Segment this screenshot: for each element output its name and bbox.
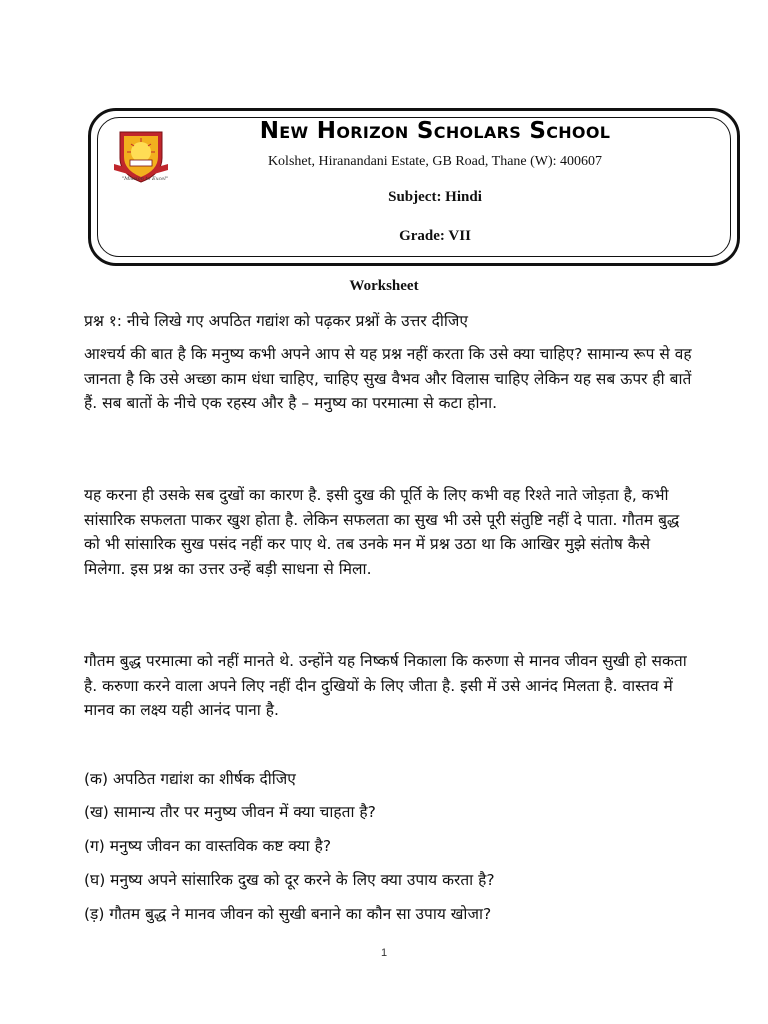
subject-label: Subject: Hindi <box>388 189 482 205</box>
worksheet-title: Worksheet <box>349 278 419 294</box>
sub-question-gha: (घ) मनुष्य अपने सांसारिक दुख को दूर करने के लिए क्या उपाय करता है? <box>84 871 495 889</box>
sub-question-kha: (ख) सामान्य तौर पर मनुष्य जीवन में क्या चाहता है? <box>84 803 376 821</box>
sub-question-ga: (ग) मनुष्य जीवन का वास्तविक कष्ट क्या है? <box>84 837 332 855</box>
passage-paragraph-3: गौतम बुद्ध परमात्मा को नहीं मानते थे. उन्होंने यह निष्कर्ष निकाला कि करुणा से मानव जीवन सुखी हो सकता है. करुणा करने वाला अपने लिए नहीं दीन दुखियों के लिए जीता है. इसी में उसे आनंद मिलता है. वास्तव में मानव का लक्ष्य यही आनंद पाना है. <box>84 652 687 719</box>
passage-paragraph-1: आश्चर्य की बात है कि मनुष्य कभी अपने आप से यह प्रश्न नहीं करता कि उसे क्या चाहिए? सामान्य रूप से वह जानता है कि उसे अच्छा काम धंधा चाहिए, चाहिए सुख वैभव और विलास चाहिए लेकिन यह सब ऊपर ही बातें हैं. सब बातों के नीचे एक रहस्य और है – मनुष्य का परमात्मा से कटा होना. <box>84 345 692 412</box>
logo-motto: "Mission to Excel" <box>121 176 169 182</box>
sub-question-ka: (क) अपठित गद्यांश का शीर्षक दीजिए <box>84 770 296 788</box>
page-number: 1 <box>380 947 388 959</box>
question-heading: प्रश्न १: नीचे लिखे गए अपठित गद्यांश को पढ़कर प्रश्नों के उत्तर दीजिए <box>84 312 468 330</box>
school-address: Kolshet, Hiranandani Estate, GB Road, Thane (W): 400607 <box>267 154 603 169</box>
sub-question-da: (ड़) गौतम बुद्ध ने मानव जीवन को सुखी बनाने का कौन सा उपाय खोजा? <box>84 905 492 923</box>
grade-label: Grade: VII <box>399 228 471 244</box>
school-name: New Horizon Scholars School <box>259 118 611 144</box>
passage-paragraph-2: यह करना ही उसके सब दुखों का कारण है. इसी दुख की पूर्ति के लिए कभी वह रिश्ते नाते जोड़ता है, कभी सांसारिक सफलता पाकर खुश होता है. लेकिन सफलता का सुख भी उसे पूरी संतुष्टि नहीं दे पाता. गौतम बुद्ध को भी सांसारिक सुख पसंद नहीं कर पाए थे. तब उनके मन में प्रश्न उठा था कि आखिर मुझे संतोष कैसे मिलेगा. इस प्रश्न का उत्तर उन्हें बड़ी साधना से मिला. <box>84 486 680 578</box>
